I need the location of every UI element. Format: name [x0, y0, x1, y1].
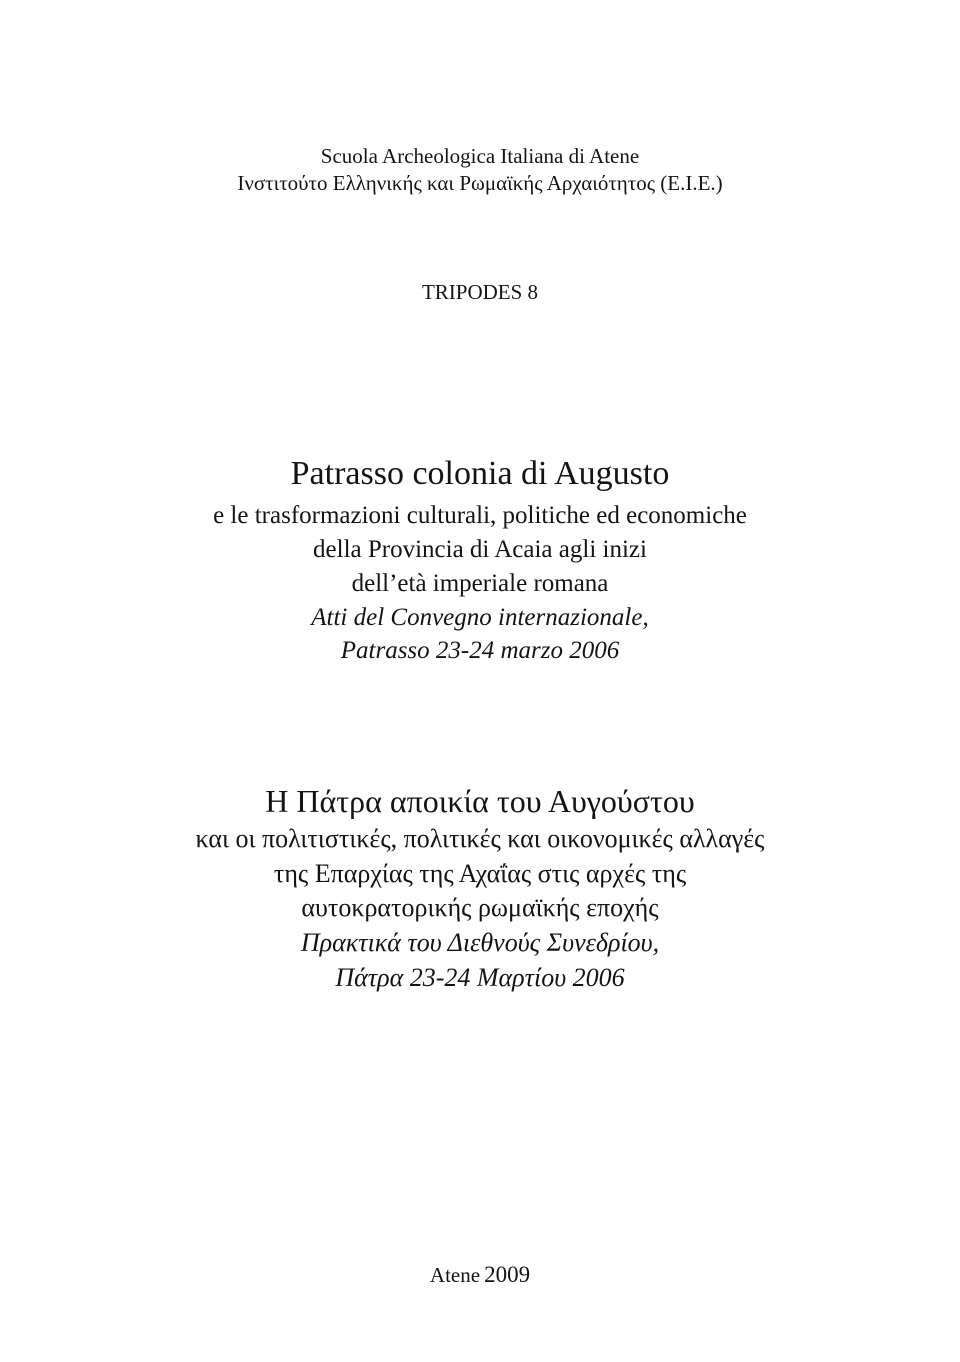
greek-subtitle-line-2: της Επαρχίας της Αχαΐας στις αρχές της [273, 859, 687, 888]
greek-subtitle-line-1: και οι πολιτιστικές, πολιτικές και οικονομικές αλλαγές [195, 824, 765, 853]
italian-subtitle-line-3: dell’età imperiale romana [351, 570, 609, 597]
imprint-place: Atene [429, 1263, 481, 1287]
imprint-year: 2009 [484, 1262, 531, 1287]
greek-main-title: Η Πάτρα αποικία του Αυγούστου [265, 783, 695, 819]
italian-subtitle-line-1: e le trasformazioni culturali, politiche ed economiche [213, 502, 747, 529]
italian-main-title: Patrasso colonia di Augusto [290, 455, 670, 492]
greek-proceedings: Πρακτικά του Διεθνούς Συνεδρίου, [300, 928, 660, 957]
series-title: TRIPODES 8 [421, 280, 539, 304]
italian-proceedings: Atti del Convegno internazionale, [311, 604, 649, 631]
greek-subtitle-line-3: αυτοκρατορικής ρωμαϊκής εποχής [301, 893, 659, 922]
italian-venue-date: Patrasso 23-24 marzo 2006 [340, 637, 620, 664]
italian-subtitle-line-2: della Provincia di Acaia agli inizi [313, 536, 647, 563]
institution-italian: Scuola Archeologica Italiana di Atene [320, 144, 640, 168]
greek-venue-date: Πάτρα 23-24 Μαρτίου 2006 [335, 963, 625, 992]
institution-greek: Ινστιτούτο Ελληνικής και Ρωμαϊκής Αρχαιότητος (Ε.Ι.Ε.) [237, 171, 723, 195]
imprint [0, 1263, 960, 1286]
